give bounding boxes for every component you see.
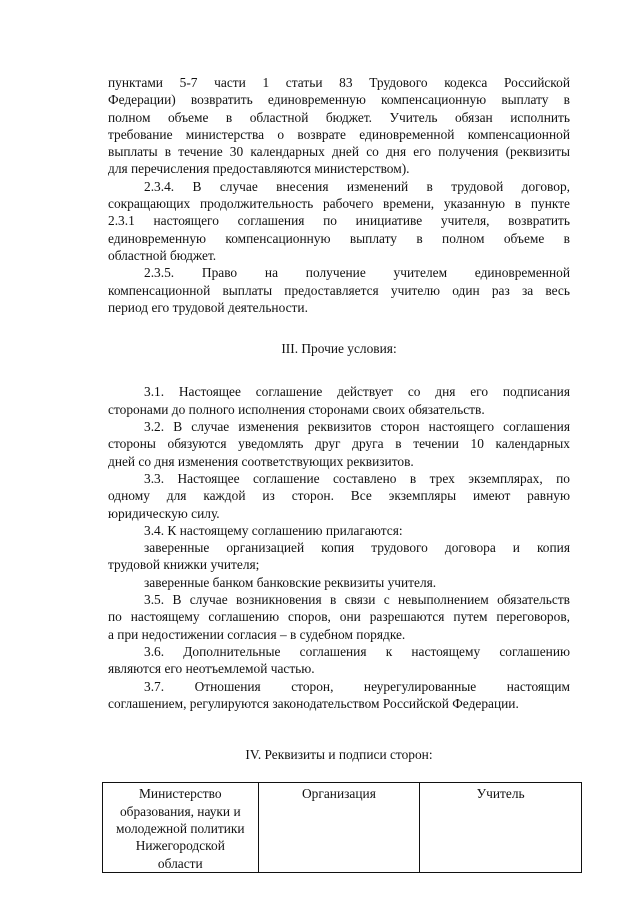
paragraph-3-7 bbox=[108, 678, 570, 713]
paragraph-2-3-4 bbox=[108, 178, 570, 264]
text-line: выплаты в течение 30 календарных дней со дня его получения (реквизиты bbox=[108, 144, 570, 160]
text-line: 2.3.1 настоящего соглашения по инициативе учителя, возвратить bbox=[108, 213, 570, 229]
text-line: 3.5. В случае возникновения в связи с невыполнением обязательств bbox=[144, 592, 570, 608]
text-line: трудовой книжки учителя; bbox=[108, 557, 260, 573]
paragraph-3-2 bbox=[108, 418, 570, 470]
cell-text-line: образования, науки и bbox=[119, 803, 241, 819]
organization-cell: Организация bbox=[258, 783, 420, 872]
text-line: 3.2. В случае изменения реквизитов сторон настоящего соглашения bbox=[144, 419, 570, 435]
text-line: 3.6. Дополнительные соглашения к настоящему соглашению bbox=[144, 643, 570, 659]
text-line: требование министерства о возврате единовременной компенсационной bbox=[108, 126, 570, 142]
paragraph-3-6 bbox=[108, 643, 570, 678]
text-line: дней со дня изменения соответствующих реквизитов. bbox=[108, 453, 414, 469]
text-line: одному для каждой из сторон. Все экземпляры имеют равную bbox=[108, 488, 570, 504]
text-line: юридическую силу. bbox=[108, 505, 220, 521]
paragraph-3-3 bbox=[108, 470, 570, 522]
text-line: а при недостижении согласия – в судебном порядке. bbox=[108, 626, 406, 642]
text-line: сокращающих продолжительность рабочего времени, указанную в пункте bbox=[108, 196, 570, 212]
signature-table-row bbox=[103, 783, 582, 872]
text-line: компенсационной выплаты предоставляется учителю один раз за весь bbox=[108, 282, 570, 298]
signature-table bbox=[102, 782, 582, 872]
cell-text-line: Нижегородской bbox=[135, 838, 225, 854]
section-heading-iv: IV. Реквизиты и подписи сторон: bbox=[245, 747, 433, 763]
paragraph-3-5 bbox=[108, 591, 570, 643]
paragraph-2-3-3-continuation bbox=[108, 74, 570, 178]
text-line: 3.4. К настоящему соглашению прилагаются: bbox=[144, 522, 403, 538]
text-line: заверенные организацией копия трудового договора и копия bbox=[144, 540, 570, 556]
text-line: для перечисления предоставляются министерством). bbox=[108, 161, 410, 177]
paragraph-3-1 bbox=[108, 383, 570, 418]
section-heading-iii: III. Прочие условия: bbox=[281, 341, 397, 357]
document-page bbox=[108, 74, 570, 873]
cell-text-line: молодежной политики bbox=[116, 820, 245, 836]
text-line: полном объеме в областной бюджет. Учитель обязан исполнить bbox=[108, 109, 570, 125]
paragraph-2-3-5 bbox=[108, 264, 570, 316]
text-line: Федерации) возвратить единовременную компенсационную выплату в bbox=[108, 92, 570, 108]
text-line: соглашением, регулируются законодательством Российской Федерации. bbox=[108, 695, 519, 711]
text-line: 2.3.4. В случае внесения изменений в трудовой договор, bbox=[144, 178, 570, 194]
text-line: единовременную компенсационную выплату в полном объеме в bbox=[108, 230, 570, 246]
text-line: период его трудовой деятельности. bbox=[108, 299, 308, 315]
text-line: 3.7. Отношения сторон, неурегулированные настоящим bbox=[144, 678, 570, 694]
cell-text-line: области bbox=[157, 855, 203, 871]
paragraph-3-4 bbox=[108, 522, 570, 539]
cell-text-line: Министерство bbox=[139, 786, 222, 802]
paragraph-3-4-attachment-2 bbox=[108, 574, 570, 591]
text-line: 2.3.5. Право на получение учителем единовременной bbox=[144, 265, 570, 281]
teacher-cell: Учитель bbox=[420, 783, 582, 872]
text-line: 3.1. Настоящее соглашение действует со дня его подписания bbox=[144, 384, 570, 400]
text-line: областной бюджет. bbox=[108, 247, 217, 263]
text-line: сторонами до полного исполнения сторонами своих обязательств. bbox=[108, 401, 485, 417]
text-line: стороны обязуются уведомлять друг друга в течении 10 календарных bbox=[108, 436, 570, 452]
ministry-cell bbox=[103, 783, 259, 872]
text-line: по настоящему соглашению споров, они разрешаются путем переговоров, bbox=[108, 609, 570, 625]
paragraph-3-4-attachment-1 bbox=[108, 539, 570, 574]
text-line: являются его неотъемлемой частью. bbox=[108, 661, 315, 677]
text-line: пунктами 5-7 части 1 статьи 83 Трудового кодекса Российской bbox=[108, 75, 570, 90]
text-line: заверенные банком банковские реквизиты учителя. bbox=[144, 574, 437, 590]
text-line: 3.3. Настоящее соглашение составлено в трех экземплярах, по bbox=[144, 470, 570, 486]
